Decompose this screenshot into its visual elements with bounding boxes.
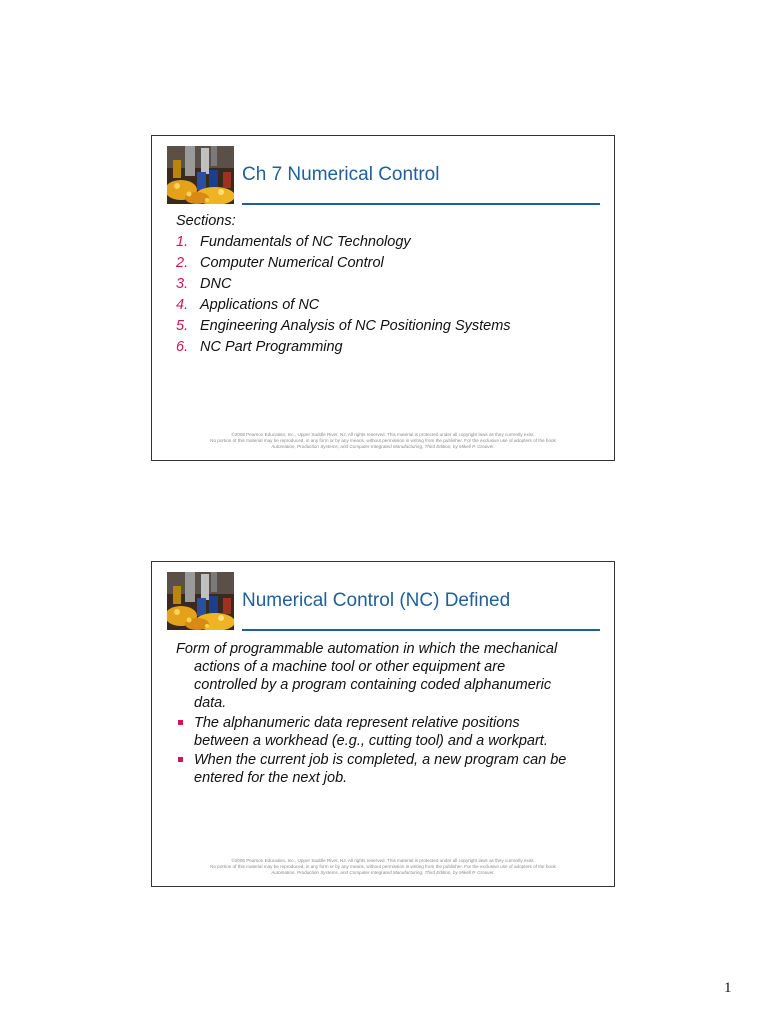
bullet-list (176, 714, 601, 787)
definition-paragraph (176, 640, 601, 712)
paragraph-line: Form of programmable automation in which the mechanical (176, 641, 558, 657)
sections-body (176, 211, 596, 358)
title-divider (242, 629, 600, 631)
bullet-line: between a workhead (e.g., cutting tool) and a workpart. (194, 733, 548, 749)
page-number: 1 (724, 980, 732, 996)
machine-tool-image (167, 146, 234, 204)
section-text: Computer Numerical Control (200, 255, 384, 271)
footer-line: Automation, Production Systems, and Computer-Integrated Manufacturing, Third Edition, by Mikell P. Groover. (271, 444, 495, 449)
copyright-footer (162, 432, 604, 450)
section-text: DNC (200, 276, 232, 292)
bullet-line: The alphanumeric data represent relative positions (194, 715, 520, 731)
bullet-square-icon (178, 757, 183, 762)
paragraph-line: data. (194, 695, 227, 711)
section-number: 6. (176, 339, 189, 355)
slide-title: Ch 7 Numerical Control (242, 164, 440, 185)
footer-line: ©2008 Pearson Education, Inc., Upper Saddle River, NJ. All rights reserved. This material is protected under all copyright laws as they currently exist. (231, 858, 535, 863)
list-item (176, 316, 596, 337)
section-text: Fundamentals of NC Technology (200, 234, 411, 250)
section-text: Applications of NC (200, 297, 320, 313)
list-item (176, 253, 596, 274)
section-number: 5. (176, 318, 189, 334)
footer-line: No portion of this material may be reproduced, in any form or by any means, without permission in writing from the publisher. For the exclusive use of adopters of the book (210, 864, 556, 869)
section-text: Engineering Analysis of NC Positioning Systems (200, 318, 511, 334)
footer-line: ©2008 Pearson Education, Inc., Upper Saddle River, NJ. All rights reserved. This material is protected under all copyright laws as they currently exist. (231, 432, 535, 437)
footer-line: Automation, Production Systems, and Computer-Integrated Manufacturing, Third Edition, by Mikell P. Groover. (271, 870, 495, 875)
sections-label: Sections: (176, 213, 236, 229)
list-item (176, 751, 601, 787)
list-item (176, 337, 596, 358)
slide-title: Numerical Control (NC) Defined (242, 590, 511, 611)
definition-body (176, 640, 601, 787)
slide-1 (151, 135, 615, 461)
section-number: 1. (176, 234, 189, 250)
copyright-footer (162, 858, 604, 876)
section-number: 2. (176, 255, 189, 271)
paragraph-line: actions of a machine tool or other equipment are (194, 659, 506, 675)
slide-2 (151, 561, 615, 887)
section-number: 3. (176, 276, 189, 292)
list-item (176, 274, 596, 295)
section-number: 4. (176, 297, 189, 313)
bullet-line: entered for the next job. (194, 770, 348, 786)
section-text: NC Part Programming (200, 339, 343, 355)
list-item (176, 232, 596, 253)
list-item (176, 714, 601, 750)
bullet-line: When the current job is completed, a new program can be (194, 752, 567, 768)
title-divider (242, 203, 600, 205)
paragraph-line: controlled by a program containing coded alphanumeric (194, 677, 552, 693)
bullet-square-icon (178, 720, 183, 725)
footer-line: No portion of this material may be reproduced, in any form or by any means, without permission in writing from the publisher. For the exclusive use of adopters of the book (210, 438, 556, 443)
list-item (176, 295, 596, 316)
machine-tool-image (167, 572, 234, 630)
section-list (176, 232, 596, 358)
